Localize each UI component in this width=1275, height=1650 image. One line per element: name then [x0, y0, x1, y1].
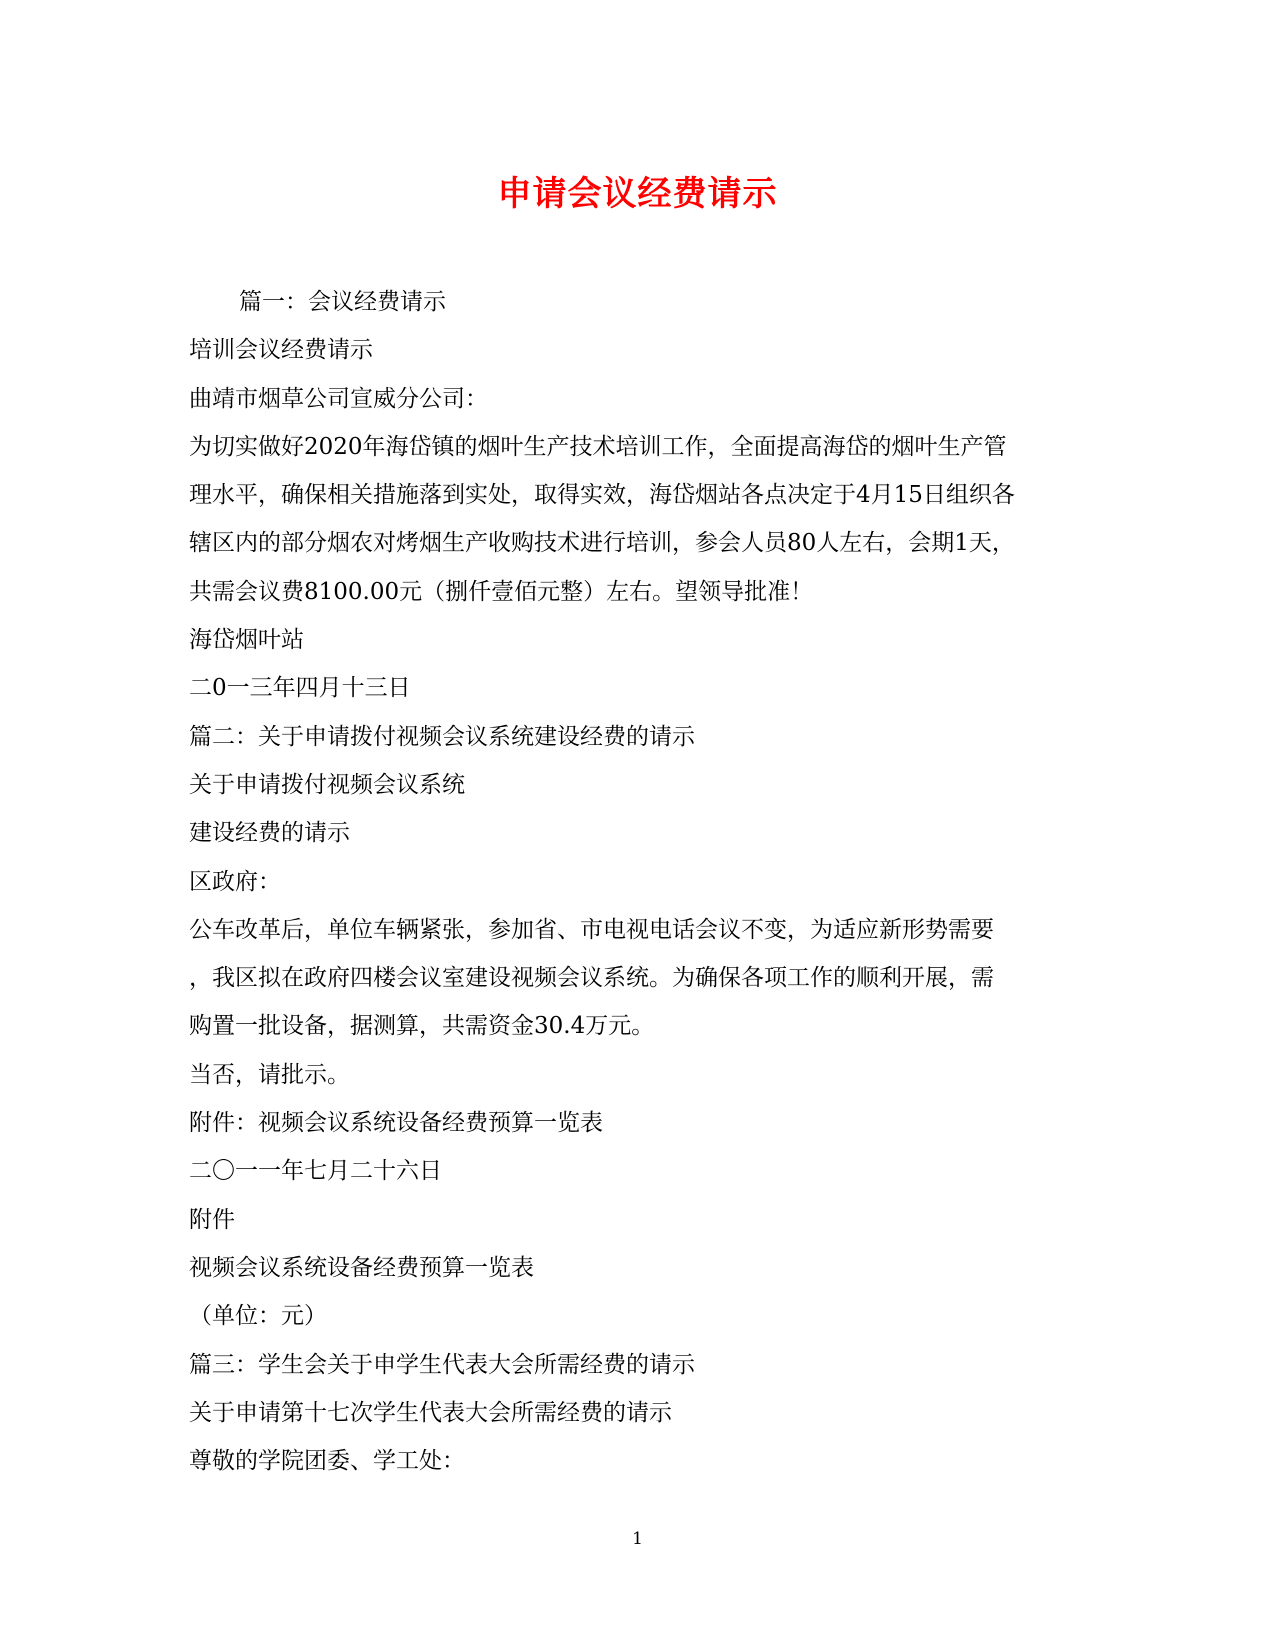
- section-heading-2: 篇二：关于申请拨付视频会议系统建设经费的请示: [189, 723, 695, 750]
- text-line: 尊敬的学院团委、学工处：: [189, 1448, 465, 1475]
- section-heading-3: 篇三：学生会关于申学生代表大会所需经费的请示: [189, 1351, 695, 1378]
- text-line: 共需会议费8100.00元（捌仟壹佰元整）左右。望领导批准！: [189, 578, 814, 605]
- text-line: 培训会议经费请示: [189, 337, 373, 364]
- text-line: 公车改革后，单位车辆紧张，参加省、市电视电话会议不变，为适应新形势需要: [189, 916, 994, 943]
- text-line: 当否，请批示。: [189, 1061, 350, 1088]
- text-line: 理水平，确保相关措施落到实处，取得实效，海岱烟站各点决定于4月15日组织各: [189, 482, 1015, 509]
- text-line: 建设经费的请示: [189, 820, 350, 847]
- text-line: 海岱烟叶站: [189, 627, 304, 654]
- text-line: 附件：视频会议系统设备经费预算一览表: [189, 1110, 603, 1137]
- section-heading-1: 篇一：会议经费请示: [239, 289, 446, 315]
- document-body: [189, 278, 1069, 1485]
- text-line: （单位：元）: [189, 1303, 327, 1330]
- text-line: 附件: [189, 1206, 235, 1233]
- text-line: 区政府：: [189, 868, 281, 895]
- text-line: 二0一三年四月十三日: [189, 675, 411, 702]
- text-line: 辖区内的部分烟农对烤烟生产收购技术进行培训，参会人员80人左右，会期1天，: [189, 530, 1015, 557]
- text-line: 关于申请拨付视频会议系统: [189, 771, 465, 798]
- page-number: 1: [632, 1529, 643, 1549]
- text-line: 关于申请第十七次学生代表大会所需经费的请示: [189, 1399, 672, 1426]
- text-line: 购置一批设备，据测算，共需资金30.4万元。: [189, 1013, 655, 1040]
- text-line: 为切实做好2020年海岱镇的烟叶生产技术培训工作，全面提高海岱的烟叶生产管: [189, 433, 1007, 460]
- document-title: 申请会议经费请示: [497, 174, 778, 214]
- text-line: 视频会议系统设备经费预算一览表: [189, 1254, 534, 1281]
- text-line: 二〇一一年七月二十六日: [189, 1158, 442, 1185]
- text-line: ，我区拟在政府四楼会议室建设视频会议系统。为确保各项工作的顺利开展，需: [189, 965, 994, 992]
- text-line: 曲靖市烟草公司宣威分公司：: [189, 385, 488, 412]
